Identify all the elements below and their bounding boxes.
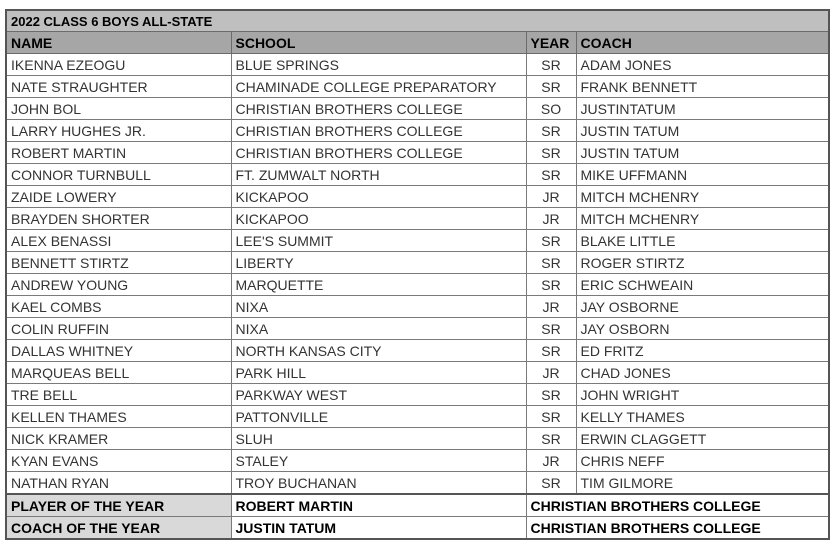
table-title: 2022 CLASS 6 BOYS ALL-STATE bbox=[6, 10, 829, 32]
cell-school: PARK HILL bbox=[231, 362, 526, 384]
cell-school: CHAMINADE COLLEGE PREPARATORY bbox=[231, 76, 526, 98]
cell-coach: BLAKE LITTLE bbox=[576, 230, 829, 252]
header-coach: COACH bbox=[576, 32, 829, 54]
cell-coach: JUSTIN TATUM bbox=[576, 120, 829, 142]
cell-year: SR bbox=[526, 428, 576, 450]
header-row bbox=[6, 32, 829, 54]
cell-coach: TIM GILMORE bbox=[576, 472, 829, 495]
cell-year: SR bbox=[526, 318, 576, 340]
cell-year: SR bbox=[526, 384, 576, 406]
table-title-row bbox=[6, 10, 829, 32]
cell-year: SR bbox=[526, 76, 576, 98]
cell-name: TRE BELL bbox=[6, 384, 231, 406]
cell-coach: ERIC SCHWEAIN bbox=[576, 274, 829, 296]
cell-coach: MIKE UFFMANN bbox=[576, 164, 829, 186]
award-school: CHRISTIAN BROTHERS COLLEGE bbox=[526, 517, 829, 540]
cell-coach: CHAD JONES bbox=[576, 362, 829, 384]
table-row bbox=[6, 296, 829, 318]
cell-school: KICKAPOO bbox=[231, 186, 526, 208]
cell-school: MARQUETTE bbox=[231, 274, 526, 296]
cell-name: ZAIDE LOWERY bbox=[6, 186, 231, 208]
cell-name: NATE STRAUGHTER bbox=[6, 76, 231, 98]
table-row bbox=[6, 318, 829, 340]
cell-coach: ERWIN CLAGGETT bbox=[576, 428, 829, 450]
cell-school: BLUE SPRINGS bbox=[231, 54, 526, 76]
cell-coach: JAY OSBORN bbox=[576, 318, 829, 340]
cell-school: STALEY bbox=[231, 450, 526, 472]
cell-name: BRAYDEN SHORTER bbox=[6, 208, 231, 230]
table-row bbox=[6, 98, 829, 120]
award-label: PLAYER OF THE YEAR bbox=[6, 494, 231, 517]
cell-year: JR bbox=[526, 362, 576, 384]
cell-name: NATHAN RYAN bbox=[6, 472, 231, 495]
cell-name: COLIN RUFFIN bbox=[6, 318, 231, 340]
cell-school: SLUH bbox=[231, 428, 526, 450]
cell-year: SR bbox=[526, 340, 576, 362]
cell-name: ANDREW YOUNG bbox=[6, 274, 231, 296]
all-state-table bbox=[5, 9, 830, 540]
cell-coach: MITCH MCHENRY bbox=[576, 186, 829, 208]
cell-school: NIXA bbox=[231, 296, 526, 318]
table-row bbox=[6, 252, 829, 274]
cell-school: PATTONVILLE bbox=[231, 406, 526, 428]
cell-school: NORTH KANSAS CITY bbox=[231, 340, 526, 362]
cell-coach: JAY OSBORNE bbox=[576, 296, 829, 318]
cell-year: SR bbox=[526, 142, 576, 164]
table-row bbox=[6, 362, 829, 384]
cell-name: NICK KRAMER bbox=[6, 428, 231, 450]
table-row bbox=[6, 230, 829, 252]
cell-year: JR bbox=[526, 450, 576, 472]
cell-name: JOHN BOL bbox=[6, 98, 231, 120]
cell-name: LARRY HUGHES JR. bbox=[6, 120, 231, 142]
award-person: JUSTIN TATUM bbox=[231, 517, 526, 540]
table-row bbox=[6, 406, 829, 428]
cell-name: CONNOR TURNBULL bbox=[6, 164, 231, 186]
table-row bbox=[6, 120, 829, 142]
award-person: ROBERT MARTIN bbox=[231, 494, 526, 517]
cell-school: KICKAPOO bbox=[231, 208, 526, 230]
cell-name: ROBERT MARTIN bbox=[6, 142, 231, 164]
award-row bbox=[6, 494, 829, 517]
header-year: YEAR bbox=[526, 32, 576, 54]
all-state-table-container bbox=[5, 9, 828, 540]
table-row bbox=[6, 54, 829, 76]
award-school: CHRISTIAN BROTHERS COLLEGE bbox=[526, 494, 829, 517]
table-row bbox=[6, 164, 829, 186]
cell-name: IKENNA EZEOGU bbox=[6, 54, 231, 76]
table-row bbox=[6, 340, 829, 362]
cell-year: JR bbox=[526, 296, 576, 318]
table-row bbox=[6, 472, 829, 495]
cell-school: CHRISTIAN BROTHERS COLLEGE bbox=[231, 98, 526, 120]
cell-coach: FRANK BENNETT bbox=[576, 76, 829, 98]
award-label: COACH OF THE YEAR bbox=[6, 517, 231, 540]
table-row bbox=[6, 208, 829, 230]
cell-name: ALEX BENASSI bbox=[6, 230, 231, 252]
cell-year: SR bbox=[526, 252, 576, 274]
cell-year: SR bbox=[526, 274, 576, 296]
cell-year: SR bbox=[526, 54, 576, 76]
cell-name: KAEL COMBS bbox=[6, 296, 231, 318]
table-row bbox=[6, 274, 829, 296]
table-row bbox=[6, 142, 829, 164]
cell-coach: MITCH MCHENRY bbox=[576, 208, 829, 230]
header-name: NAME bbox=[6, 32, 231, 54]
cell-coach: CHRIS NEFF bbox=[576, 450, 829, 472]
cell-school: CHRISTIAN BROTHERS COLLEGE bbox=[231, 120, 526, 142]
table-row bbox=[6, 428, 829, 450]
cell-year: SR bbox=[526, 120, 576, 142]
award-row bbox=[6, 517, 829, 540]
cell-year: JR bbox=[526, 186, 576, 208]
cell-school: CHRISTIAN BROTHERS COLLEGE bbox=[231, 142, 526, 164]
table-row bbox=[6, 450, 829, 472]
cell-school: NIXA bbox=[231, 318, 526, 340]
cell-year: JR bbox=[526, 208, 576, 230]
cell-year: SR bbox=[526, 164, 576, 186]
cell-coach: JOHN WRIGHT bbox=[576, 384, 829, 406]
cell-name: MARQUEAS BELL bbox=[6, 362, 231, 384]
cell-coach: KELLY THAMES bbox=[576, 406, 829, 428]
cell-year: SO bbox=[526, 98, 576, 120]
cell-year: SR bbox=[526, 230, 576, 252]
cell-name: KYAN EVANS bbox=[6, 450, 231, 472]
cell-name: DALLAS WHITNEY bbox=[6, 340, 231, 362]
cell-coach: ADAM JONES bbox=[576, 54, 829, 76]
cell-school: FT. ZUMWALT NORTH bbox=[231, 164, 526, 186]
header-school: SCHOOL bbox=[231, 32, 526, 54]
cell-coach: JUSTIN TATUM bbox=[576, 142, 829, 164]
cell-year: SR bbox=[526, 406, 576, 428]
cell-name: BENNETT STIRTZ bbox=[6, 252, 231, 274]
cell-year: SR bbox=[526, 472, 576, 495]
table-row bbox=[6, 186, 829, 208]
table-row bbox=[6, 76, 829, 98]
cell-coach: ROGER STIRTZ bbox=[576, 252, 829, 274]
cell-name: KELLEN THAMES bbox=[6, 406, 231, 428]
cell-school: LIBERTY bbox=[231, 252, 526, 274]
table-row bbox=[6, 384, 829, 406]
cell-coach: JUSTINTATUM bbox=[576, 98, 829, 120]
cell-school: TROY BUCHANAN bbox=[231, 472, 526, 495]
cell-school: PARKWAY WEST bbox=[231, 384, 526, 406]
cell-coach: ED FRITZ bbox=[576, 340, 829, 362]
cell-school: LEE'S SUMMIT bbox=[231, 230, 526, 252]
